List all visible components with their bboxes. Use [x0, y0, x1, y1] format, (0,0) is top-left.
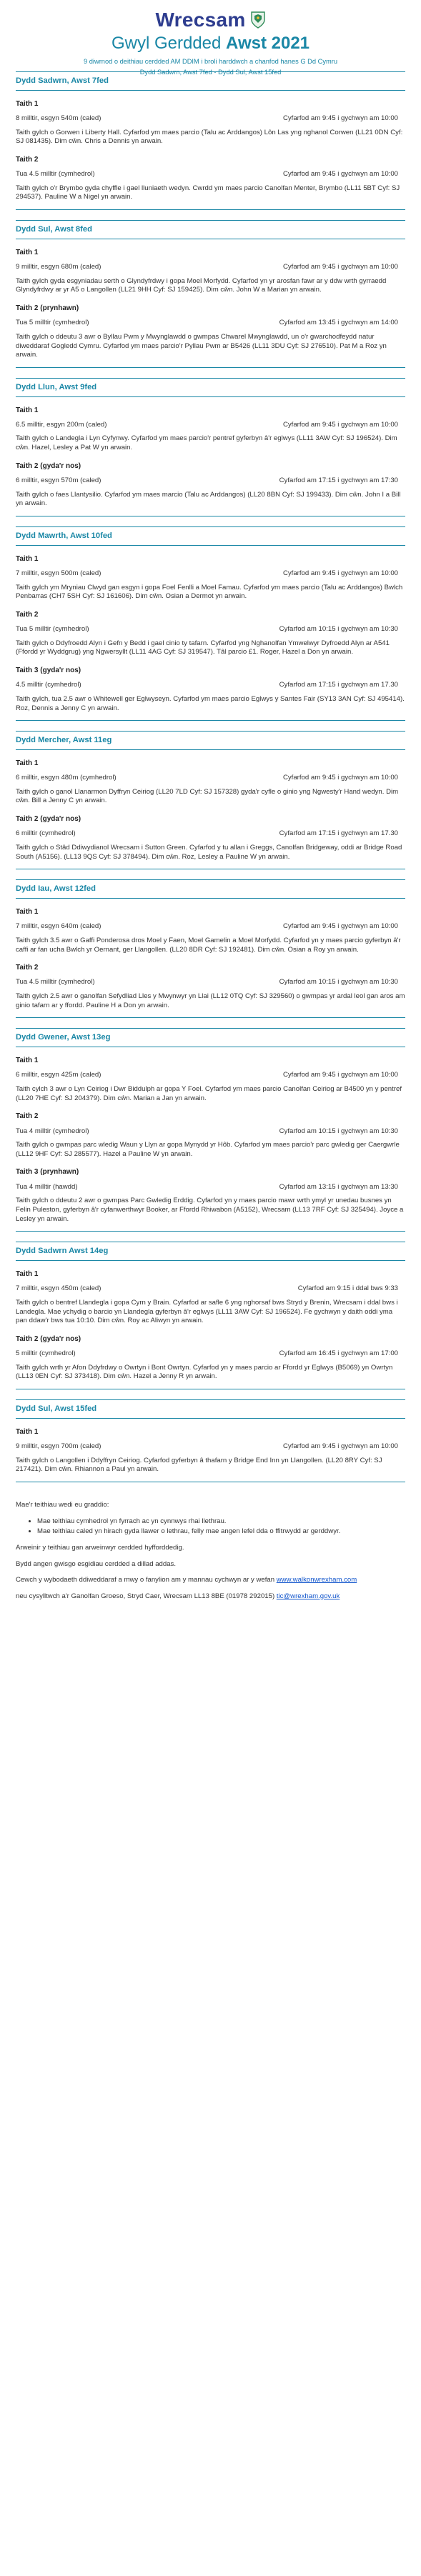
- walk-title: Taith 2: [16, 964, 39, 972]
- day-section: [16, 879, 405, 1018]
- day-title: Dydd Iau, Awst 12fed: [16, 884, 96, 894]
- day-title: Dydd Llun, Awst 9fed: [16, 382, 97, 391]
- walk-meta: [16, 114, 405, 124]
- walk-distance: 7 milltir, esgyn 640m (caled): [16, 922, 101, 931]
- walk-start-time: Cyfarfod am 10:15 i gychwyn am 10:30: [279, 978, 398, 987]
- walk-start-time: Cyfarfod am 10:15 i gychwyn am 10:30: [279, 1127, 398, 1135]
- day-section: [16, 71, 405, 210]
- walk-title: Taith 2 (prynhawn): [16, 304, 79, 313]
- day-header: [16, 731, 405, 750]
- day-header: [16, 1399, 405, 1419]
- walk-title: Taith 1: [16, 1270, 39, 1279]
- walk-start-time: Cyfarfod am 9:45 i gychwyn am 10:00: [282, 1071, 398, 1079]
- walk-entry: [16, 1334, 405, 1382]
- contact-prefix: Cewch y wybodaeth ddiweddaraf a mwy o fanylion am y mannau cychwyn ar y wefan: [16, 1576, 277, 1584]
- walk-entry: [16, 1056, 405, 1103]
- walk-title: Taith 1: [16, 406, 39, 414]
- walk-description: Taith gylch wrth yr Afon Ddyfrdwy o Owrtyn i Bont Owrtyn. Cyfarfod yn y maes parcio ar Ffordd yr Eglwys (B5069) yn Owrtyn (LL13 0EN Cyf: SJ 373418). Dim cŵn. Hazel a Jenny R yn arwain.: [16, 1363, 393, 1381]
- walk-distance: Tua 4 milltir (cymhedrol): [16, 1127, 89, 1135]
- day-divider: [16, 1017, 405, 1018]
- walk-meta: [16, 978, 405, 987]
- walk-meta: [16, 774, 405, 783]
- walk-entry: [16, 155, 405, 202]
- walk-start-time: Cyfarfod am 9:45 i gychwyn am 10:00: [282, 1442, 398, 1450]
- walk-distance: 9 milltir, esgyn 700m (caled): [16, 1442, 101, 1450]
- walk-title: Taith 2: [16, 155, 39, 164]
- walk-title: Taith 2 (gyda'r nos): [16, 815, 81, 824]
- walk-entry: [16, 461, 405, 509]
- walk-distance: 6 milltir, esgyn 570m (caled): [16, 476, 101, 484]
- walk-meta: [16, 829, 405, 839]
- walk-entry: [16, 1112, 405, 1159]
- walk-description: Taith gylch gyda esgyniadau serth o Glyndyfrdwy i gopa Moel Morfydd. Cyfarfod yn yr arosfan fawr ar y ddw wrth gyrraedd Glyndyfrdwy ar yr A5 o Langollen (LL21 9HH Cyf: SJ 159425). Dim cŵn. John W a Marian yn arwain.: [16, 276, 387, 294]
- day-section: [16, 731, 405, 869]
- day-title: Dydd Gwener, Awst 13eg: [16, 1033, 111, 1042]
- walk-meta: [16, 476, 405, 486]
- festival-subtitle: [16, 32, 405, 55]
- walk-entry: [16, 1269, 405, 1326]
- enquiries-note: [16, 1592, 405, 1602]
- grading-intro: Mae'r teithiau wedi eu graddio:: [16, 1500, 109, 1509]
- walk-title: Taith 1: [16, 759, 39, 767]
- walk-description: Taith gylch o ddeutu 3 awr o Byllau Pwm y Mwynglawdd o gwmpas Chwarel Mwynglawdd, un o'r gwarchodfeydd natur diweddaraf Gogledd Cymru. Cyfarfod ym maes parcio'r Pyllau Pwm ar B5426 (LL11 3DU Cyf: SJ 276510). Pat M a Roz yn arwain.: [16, 332, 387, 359]
- walk-start-time: Cyfarfod am 17:15 i gychwyn am 17.30: [279, 681, 398, 689]
- walk-title: Taith 1: [16, 1057, 39, 1065]
- day-section: [16, 1399, 405, 1482]
- day-divider: [16, 367, 405, 368]
- walk-distance: 6.5 milltir, esgyn 200m (caled): [16, 420, 107, 429]
- walk-entry: [16, 248, 405, 295]
- walk-description: Taith gylch o ganol Llanarmon Dyffryn Ceiriog (LL20 7LD Cyf: SJ 157328) gyda'r cyfle o ginio yng Ngwesty'r Hand wedyn. Dim cŵn. Bill a Jenny C yn arwain.: [16, 787, 399, 805]
- walk-distance: Tua 4.5 milltir (cymhedrol): [16, 170, 95, 179]
- walk-title: Taith 2: [16, 1112, 39, 1121]
- walk-distance: Tua 4.5 milltir (cymhedrol): [16, 978, 95, 987]
- day-section: [16, 526, 405, 721]
- walk-meta: [16, 170, 405, 179]
- walk-meta: [16, 263, 405, 272]
- walk-entry: [16, 99, 405, 146]
- walk-description: Taith gylch 2.5 awr o ganolfan Sefydliad Lles y Mwynwyr yn Llai (LL12 0TQ Cyf: SJ 329560) o gwmpas yr ardal leol gan aros am ginio tafarn ar y ffordd. Pauline H a Don yn arwain.: [16, 992, 405, 1009]
- walk-title: Taith 2 (gyda'r nos): [16, 461, 81, 470]
- walk-entry: [16, 406, 405, 453]
- day-header: [16, 1028, 405, 1047]
- title-row: [155, 7, 265, 34]
- walk-description: Taith gylch o Gorwen i Liberty Hall. Cyfarfod ym maes parcio (Talu ac Arddangos) Lôn Las yng nghanol Corwen (LL21 0DN Cyf: SJ 081435). Dim cŵn. Chris a Dennis yn arwain.: [16, 128, 403, 146]
- day-header: [16, 378, 405, 397]
- walk-entry: [16, 907, 405, 954]
- walk-meta: [16, 1183, 405, 1192]
- walk-meta: [16, 569, 405, 579]
- walk-description: Taith gylch o bentref Llandegla i gopa Cyrn y Brain. Cyfarfod ar safle 6 yng nghorsaf bws Stryd y Brenin, Wrecsam i ddal bws i Landegla. Mae ychydig o barcio yn Llandegla gyferbyn â'r eglwys (LL11 3AW Cyf: SJ 196524). Fe gychwyn y daith oddi yma pan ddaw'r bws tua 10:10. Dim cŵn. Roy ac Aliwyn yn arwain.: [16, 1298, 398, 1325]
- email-link[interactable]: tic@wrexham.gov.uk: [276, 1592, 340, 1600]
- day-title: Dydd Sul, Awst 15fed: [16, 1404, 97, 1414]
- walk-meta: [16, 1442, 405, 1452]
- walk-title: Taith 1: [16, 248, 39, 256]
- day-divider: [16, 720, 405, 721]
- tagline-line-1: 9 diwrnod o deithiau cerdded AM DDIM i broli harddwch a chanfod hanes G Dd Cymru: [83, 57, 337, 65]
- walk-description: Taith gylch o Landegla i Lyn Cyfynwy. Cyfarfod ym maes parcio'r pentref gyferbyn â'r eglwys (LL11 3AW Cyf: SJ 196524). Dim cŵn. Hazel, Lesley a Pat W yn arwain.: [16, 434, 397, 452]
- walk-description: Taith gylch o'r Brymbo gyda chyffle i gael lluniaeth wedyn. Cwrdd ym maes parcio Canolfan Menter, Brymbo (LL11 5BT Cyf: SJ 294537). Pauline W a Nigel yn arwain.: [16, 184, 400, 201]
- walk-start-time: Cyfarfod am 9:45 i gychwyn am 10:00: [282, 922, 398, 931]
- walk-start-time: Cyfarfod am 17:15 i gychwyn am 17.30: [279, 829, 398, 838]
- day-title: Dydd Sadwrn, Awst 7fed: [16, 76, 109, 85]
- walk-entry: [16, 610, 405, 657]
- day-header: [16, 1242, 405, 1261]
- walk-entry: [16, 304, 405, 360]
- notes-section: [16, 1501, 405, 1602]
- walk-meta: [16, 1284, 405, 1294]
- walk-title: Taith 3 (prynhawn): [16, 1168, 79, 1177]
- walk-start-time: Cyfarfod am 16:45 i gychwyn am 17:00: [279, 1349, 398, 1358]
- walk-entry: [16, 814, 405, 862]
- walk-entry: [16, 963, 405, 1010]
- tagline-line-2: Dydd Sadwrn, Awst 7fed - Dydd Sul, Awst 15fed: [139, 68, 282, 76]
- walk-start-time: Cyfarfod am 9:15 i ddal bws 9:33: [297, 1284, 398, 1293]
- walk-entry: [16, 554, 405, 601]
- walk-entry: [16, 759, 405, 806]
- walk-title: Taith 2: [16, 610, 39, 619]
- walk-start-time: Cyfarfod am 9:45 i gychwyn am 10:00: [282, 263, 398, 271]
- subtitle-light: Gwyl Gerdded: [111, 33, 227, 53]
- page-title: Wrecsam: [155, 9, 246, 31]
- walk-description: Taith gylch o faes Llantysilio. Cyfarfod ym maes marcio (Talu ac Arddangos) (LL20 8BN Cyf: SJ 199433). Dim cŵn. John I a Bill yn arwain.: [16, 490, 401, 508]
- walk-title: Taith 2 (gyda'r nos): [16, 1334, 81, 1343]
- walk-distance: Tua 4 milltir (hawdd): [16, 1182, 78, 1191]
- clothing-note: Bydd angen gwisgo esgidiau cerdded a dillad addas.: [16, 1559, 177, 1568]
- grading-list: [37, 1517, 405, 1537]
- walk-start-time: Cyfarfod am 9:45 i gychwyn am 10:00: [282, 774, 398, 782]
- walk-start-time: Cyfarfod am 9:45 i gychwyn am 10:00: [282, 170, 398, 179]
- walk-title: Taith 1: [16, 99, 39, 108]
- walk-start-time: Cyfarfod am 10:15 i gychwyn am 10:30: [279, 625, 398, 634]
- subtitle-bold: Awst 2021: [226, 33, 310, 53]
- walk-description: Taith gylch o Stâd Ddiwydianol Wrecsam i Sutton Green. Cyfarfod y tu allan i Greggs, Canolfan Bridgeway, oddi ar Bridge Road South (A5156). (LL13 9QS Cyf: SJ 378494). Dim cŵn. Roz, Lesley a Pauline W yn arwain.: [16, 843, 402, 861]
- walk-distance: 6 milltir (cymhedrol): [16, 829, 76, 838]
- walk-meta: [16, 1071, 405, 1080]
- walk-distance: 7 milltir, esgyn 500m (caled): [16, 569, 101, 577]
- walk-description: Taith gylch ym Mryniau Clwyd gan esgyn i gopa Foel Fenlli a Moel Famau. Cyfarfod ym maes parcio (Talu ac Arddangos) Bwlch Penbarras (CH7 5SH Cyf: SJ 161606). Dim cŵn. Osian a Dermot yn arwain.: [16, 583, 403, 601]
- day-header: [16, 220, 405, 239]
- walk-meta: [16, 681, 405, 690]
- walk-start-time: Cyfarfod am 9:45 i gychwyn am 10:00: [282, 569, 398, 577]
- contact-note: [16, 1576, 405, 1585]
- walk-title: Taith 1: [16, 554, 39, 563]
- day-title: Dydd Mawrth, Awst 10fed: [16, 531, 112, 540]
- walk-description: Taith gylch o ddeutu 2 awr o gwmpas Parc Gwledig Erddig. Cyfarfod yn y maes parcio mawr wrth ymyl yr unedau busnes yn Felin Puleston, gyferbyn â'r cyfanwerthwyr Booker, ar Ffordd Rhiwabon (A5152), Wrecsam (LL13 7RF Cyf: SJ 325494). Joyce a Lesley yn arwain.: [16, 1197, 404, 1223]
- walk-description: Taith gylch 3.5 awr o Gaffi Ponderosa dros Moel y Faen, Moel Gamelin a Moel Morfydd. Cyfarfod yn y maes parcio gyferbyn â'r caffi ar fan ucha Bwlch yr Oernant, ger Llangollen. (LL20 8DR Cyf: SJ 192481). Dim cŵn. Osian a Roy yn arwain.: [16, 936, 401, 954]
- website-link[interactable]: www.walkonwrexham.com: [276, 1576, 357, 1584]
- walk-title: Taith 3 (gyda'r nos): [16, 667, 81, 675]
- walk-start-time: Cyfarfod am 13:15 i gychwyn am 13:30: [279, 1182, 398, 1191]
- walk-title: Taith 1: [16, 908, 39, 917]
- walk-entry: [16, 1427, 405, 1474]
- grading-item: • Mae teithiau caled yn hirach gyda llawer o lethrau, felly mae angen lefel dda o ffitrwydd ar gerddwyr.: [37, 1527, 405, 1537]
- day-title: Dydd Sadwrn Awst 14eg: [16, 1247, 109, 1256]
- walk-entry: [16, 1167, 405, 1224]
- walk-entry: [16, 666, 405, 713]
- day-header: [16, 526, 405, 546]
- walk-title: Taith 1: [16, 1427, 39, 1436]
- walk-description: Taith gylch o Langollen i Ddyffryn Ceiriog. Cyfarfod gyferbyn â thafarn y Bridge End Inn yn Llangollen. (LL20 8RY Cyf: SJ 217421). Dim cŵn. Rhiannon a Paul yn arwain.: [16, 1456, 382, 1474]
- day-divider: [16, 1231, 405, 1232]
- walk-distance: 6 milltir, esgyn 480m (cymhedrol): [16, 774, 117, 782]
- grading-item: • Mae teithiau cymhedrol yn fyrrach ac yn cynnwys rhai llethrau.: [37, 1517, 405, 1527]
- walk-meta: [16, 421, 405, 430]
- walk-meta: [16, 625, 405, 634]
- walk-distance: Tua 5 milltir (cymhedrol): [16, 319, 89, 327]
- walk-meta: [16, 1349, 405, 1359]
- leaders-note: Arweinir y teithiau gan arweinwyr cerdded hyfforddedig.: [16, 1543, 184, 1552]
- day-section: [16, 220, 405, 368]
- walk-start-time: Cyfarfod am 9:45 i gychwyn am 10:00: [282, 114, 398, 122]
- walk-meta: [16, 922, 405, 932]
- day-section: [16, 1242, 405, 1389]
- walk-start-time: Cyfarfod am 9:45 i gychwyn am 10:00: [282, 420, 398, 429]
- walk-meta: [16, 1127, 405, 1137]
- walk-description: Taith gylch, tua 2.5 awr o Whitewell ger Eglwyseyn. Cyfarfod ym maes parcio Eglwys y Santes Fair (SY13 3AN Cyf: SJ 495414). Roz, Dennis a Jenny C yn arwain.: [16, 694, 405, 712]
- walk-distance: Tua 5 milltir (cymhedrol): [16, 625, 89, 634]
- walk-description: Taith gylch o Ddyfroedd Alyn i Gefn y Bedd i gael cinio ty tafarn. Cyfarfod yng Nghanolfan Ymwelwyr Dyfroedd Alyn ar A541 (Ffordd yr Wyddgrug) yng Ngwersyllt (LL11 4AG Cyf: SJ 319547). Tâl parcio £1. Roger, Hazel a Don yn arwain.: [16, 639, 390, 657]
- day-section: [16, 1028, 405, 1232]
- crest-icon: [250, 11, 266, 29]
- walk-distance: 9 milltir, esgyn 680m (caled): [16, 263, 101, 271]
- walk-description: Taith gylch o gwmpas parc wledig Waun y Llyn ar gopa Mynydd yr Hôb. Cyfarfod ym maes parcio'r parc gwledig ger Caergwrle (LL12 9HF Cyf: SJ 285577). Hazel a Pauline W yn arwain.: [16, 1141, 400, 1158]
- header-banner: [16, 0, 405, 76]
- walk-start-time: Cyfarfod am 17:15 i gychwyn am 17:30: [279, 476, 398, 484]
- enquiries-prefix: neu cysylltwch a'r Ganolfan Groeso, Stryd Caer, Wrecsam LL13 8BE (01978 292015): [16, 1592, 277, 1600]
- walk-start-time: Cyfarfod am 13:45 i gychwyn am 14:00: [279, 319, 398, 327]
- walk-description: Taith cylch 3 awr o Lyn Ceiriog i Dwr Biddulph ar gopa Y Foel. Cyfarfod ym maes parcio Canolfan Ceiriog ar B4500 yn y pentref (LL20 7HE Cyf: SJ 204379). Dim cŵn. Marian a Jan yn arwain.: [16, 1085, 402, 1102]
- walk-distance: 5 milltir (cymhedrol): [16, 1349, 76, 1358]
- day-title: Dydd Mercher, Awst 11eg: [16, 736, 112, 745]
- walk-distance: 4.5 milltir (cymhedrol): [16, 681, 81, 689]
- day-title: Dydd Sul, Awst 8fed: [16, 225, 92, 234]
- walk-meta: [16, 319, 405, 328]
- day-section: [16, 378, 405, 516]
- day-divider: [16, 209, 405, 210]
- walk-distance: 6 milltir, esgyn 425m (caled): [16, 1071, 101, 1079]
- walk-distance: 7 milltir, esgyn 450m (caled): [16, 1284, 101, 1293]
- walk-distance: 8 milltir, esgyn 540m (caled): [16, 114, 101, 122]
- day-header: [16, 879, 405, 899]
- day-list: [16, 71, 405, 1482]
